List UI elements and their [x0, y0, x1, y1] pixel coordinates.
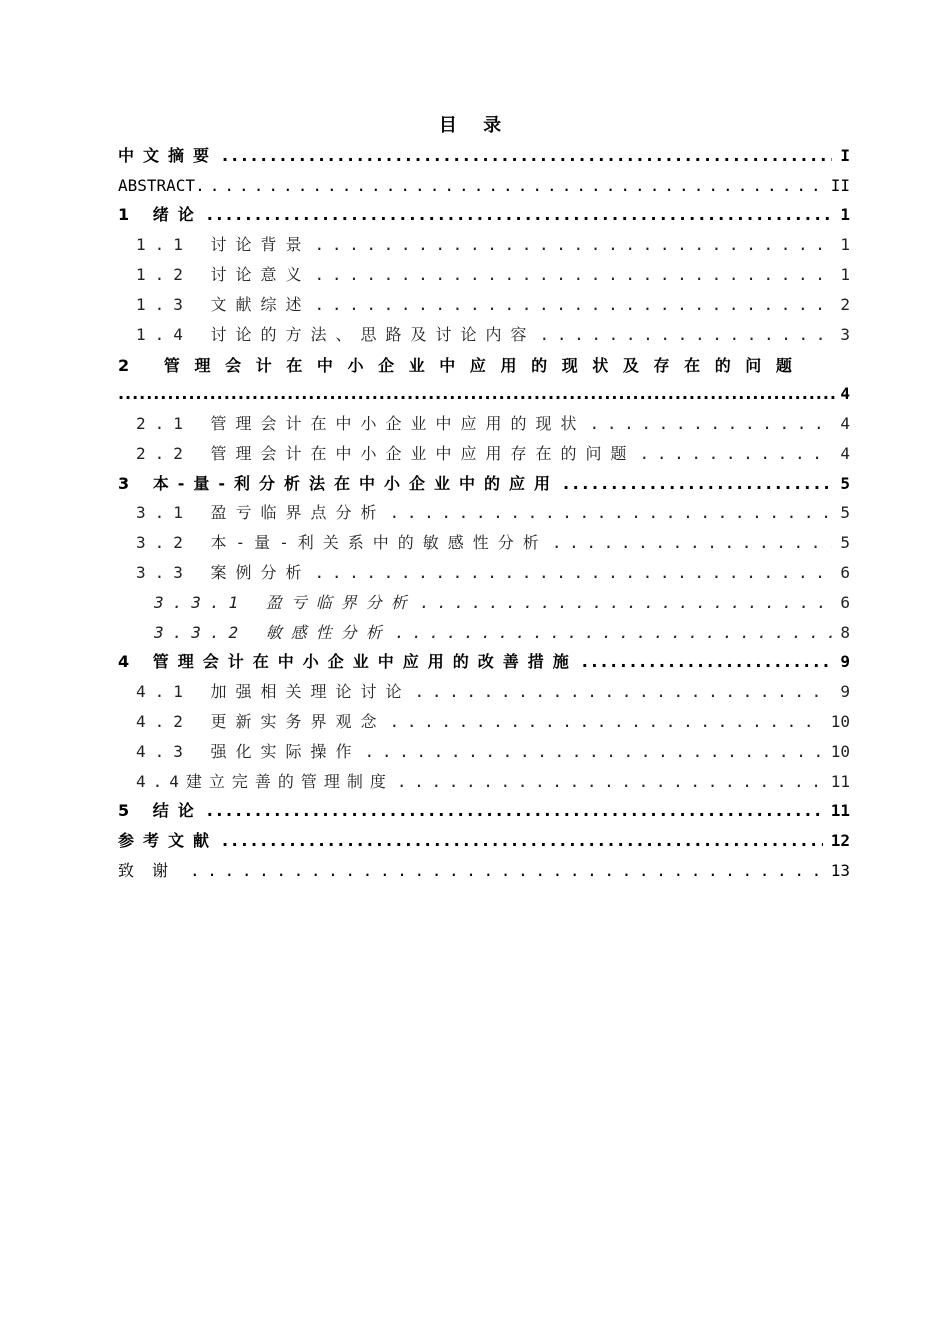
toc-leader-dots: [207, 801, 823, 821]
toc-entry-page: 11: [830, 801, 850, 821]
toc-entry-page: 1: [840, 265, 850, 285]
toc-entry-label: 1.1 讨论背景: [136, 235, 311, 255]
toc-leader-dots: [397, 772, 823, 792]
toc-entry-page: 6: [840, 563, 850, 583]
toc-entry-page: 10: [830, 712, 850, 732]
toc-leader-dots: [563, 474, 832, 494]
toc-leader-dots: [395, 623, 832, 643]
toc-entry-page: 4: [840, 443, 850, 463]
toc-entry[interactable]: [118, 201, 850, 231]
toc-entry-label: 3 本-量-利分析法在中小企业中的应用: [118, 473, 559, 493]
toc-leader-dots: [590, 414, 832, 434]
toc-entry-label: 1.3 文献综述: [136, 294, 311, 314]
toc-entry-label: 参考文献: [118, 831, 219, 851]
toc-leader-dots: [222, 831, 823, 851]
toc-leader-dots: [118, 384, 838, 404]
toc-entry-label: 3.1 盈亏临界点分析: [136, 503, 386, 523]
toc-entry-page: 2: [840, 294, 850, 314]
toc-entry-label: 3.3.1 盈亏临界分析: [154, 592, 416, 612]
toc-entry-page: 13: [830, 861, 850, 881]
toc-leader-dots: [190, 861, 823, 881]
toc-entry-label: 2.2 管理会计在中小企业中应用存在的问题: [136, 443, 636, 463]
toc-entry-page: 9: [840, 652, 850, 672]
toc-leader-dots: [365, 742, 823, 762]
toc-entry[interactable]: [118, 797, 850, 827]
toc-entry-page: 11: [830, 771, 850, 791]
toc-entry[interactable]: [118, 618, 850, 648]
toc-leader-dots: [390, 503, 832, 523]
toc-leader-dots: [640, 444, 832, 464]
toc-entry[interactable]: [118, 737, 850, 767]
toc-leader-dots: [420, 593, 832, 613]
table-of-contents: [118, 141, 850, 886]
toc-entry-label: 4 管理会计在中小企业中应用的改善措施: [118, 652, 578, 672]
toc-entry[interactable]: [118, 767, 850, 797]
toc-entry-label: 4.1 加强相关理论讨论: [136, 682, 411, 702]
toc-entry-label: 2 管理会计在中小企业中应用的现状及存在的问题: [118, 355, 807, 375]
toc-entry[interactable]: [118, 826, 850, 856]
toc-entry[interactable]: [118, 409, 850, 439]
toc-leader-dots: [415, 682, 832, 702]
toc-entry[interactable]: [118, 528, 850, 558]
toc-leader-dots: [315, 235, 832, 255]
toc-entry[interactable]: [118, 290, 850, 320]
toc-entry[interactable]: [118, 141, 850, 171]
toc-entry-page: II: [830, 175, 850, 195]
toc-entry-label: 5 结论: [118, 801, 203, 821]
toc-entry-label: 1 绪论: [118, 205, 203, 225]
toc-entry[interactable]: [118, 499, 850, 529]
toc-entry[interactable]: [118, 707, 850, 737]
toc-entry-label: 4.3 强化实际操作: [136, 741, 361, 761]
toc-entry-page: 8: [840, 622, 850, 642]
toc-entry-page: 5: [840, 503, 850, 523]
toc-entry-label: 1.4 讨论的方法、思路及讨论内容: [136, 324, 536, 344]
toc-entry-page: 10: [830, 741, 850, 761]
toc-leader-dots: [582, 652, 832, 672]
toc-leader-dots: [207, 205, 832, 225]
toc-entry-label: 3.3 案例分析: [136, 563, 311, 583]
toc-entry[interactable]: [118, 469, 850, 499]
toc-entry-page: 12: [830, 831, 850, 851]
toc-entry-wrapped-title[interactable]: [118, 350, 850, 380]
toc-entry[interactable]: [118, 856, 850, 886]
toc-leader-dots: [540, 325, 832, 345]
toc-entry-label: 4.2 更新实务界观念: [136, 712, 386, 732]
toc-entry-page: 4: [840, 414, 850, 434]
toc-entry-label: 1.2 讨论意义: [136, 265, 311, 285]
toc-entry-page: 9: [840, 682, 850, 702]
toc-entry-page: 5: [840, 533, 850, 553]
toc-entry-label: ABSTRACT: [118, 175, 196, 195]
toc-leader-dots: [315, 295, 832, 315]
toc-leader-dots: [315, 265, 832, 285]
toc-entry-label: 中文摘要: [118, 145, 219, 165]
toc-title: 目 录: [438, 115, 512, 136]
toc-entry-page: 6: [840, 592, 850, 612]
toc-leader-dots: [222, 146, 832, 166]
toc-leader-dots: [315, 563, 832, 583]
toc-entry-page: 1: [840, 235, 850, 255]
toc-entry[interactable]: [118, 171, 850, 201]
toc-entry-wrapped-leader[interactable]: [118, 379, 850, 409]
toc-entry-label: 3.3.2 敏感性分析: [154, 622, 391, 642]
toc-entry[interactable]: [118, 588, 850, 618]
toc-entry-page: 5: [840, 473, 850, 493]
toc-entry-page: 1: [840, 205, 850, 225]
toc-entry[interactable]: [118, 320, 850, 350]
toc-leader-dots: [195, 176, 829, 196]
toc-entry-page: 4: [840, 384, 850, 404]
toc-entry-label: 3.2 本-量-利关系中的敏感性分析: [136, 533, 548, 553]
toc-entry-label: 致谢: [118, 861, 187, 881]
toc-entry-page: I: [840, 145, 850, 165]
toc-entry[interactable]: [118, 260, 850, 290]
toc-entry-page: 3: [840, 324, 850, 344]
toc-entry[interactable]: [118, 439, 850, 469]
toc-leader-dots: [390, 712, 823, 732]
toc-entry[interactable]: [118, 230, 850, 260]
toc-entry-label: 2.1 管理会计在中小企业中应用的现状: [136, 414, 586, 434]
toc-entry[interactable]: [118, 558, 850, 588]
toc-entry-label: 4.4建立完善的管理制度: [136, 771, 393, 791]
toc-entry[interactable]: [118, 648, 850, 678]
toc-leader-dots: [552, 533, 832, 553]
toc-entry[interactable]: [118, 677, 850, 707]
